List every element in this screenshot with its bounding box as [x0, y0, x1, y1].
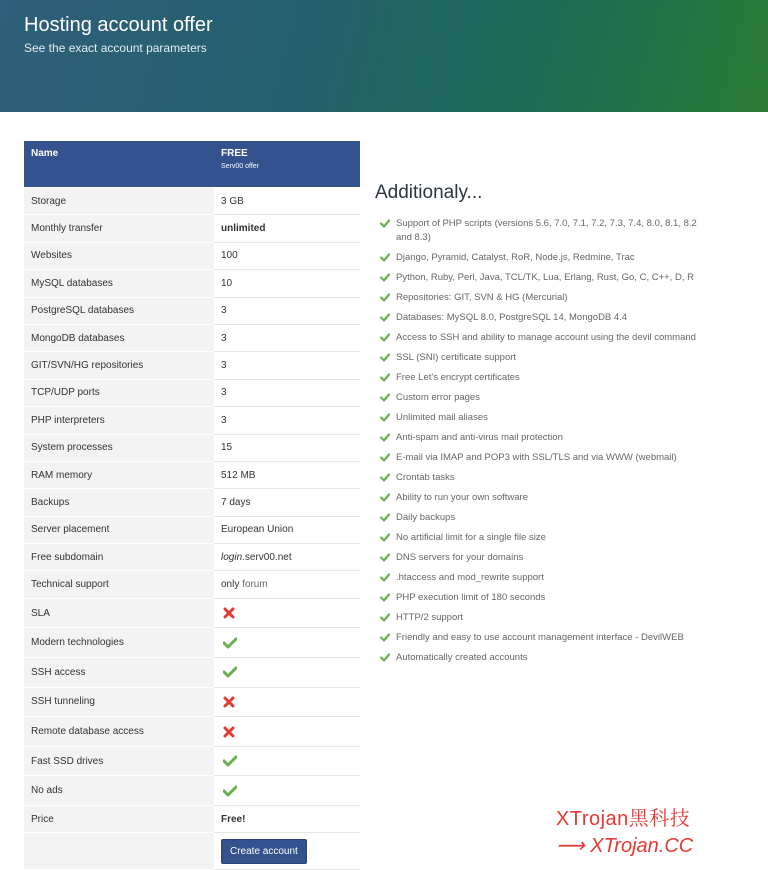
feature-text: Repositories: GIT, SVN & HG (Mercurial) [396, 292, 568, 303]
row-label: Price [24, 806, 214, 833]
row-label: System processes [24, 434, 214, 461]
list-item [375, 511, 715, 525]
feature-text: Support of PHP scripts (versions 5.6, 7.0, 7.1, 7.2, 7.3, 7.4, 8.0, 8.1, 8.2 and 8.3) [396, 218, 697, 243]
arrow-right-icon: ⟶ [556, 835, 591, 857]
table-row [24, 352, 360, 379]
row-label: Websites [24, 242, 214, 269]
list-item [375, 531, 715, 545]
list-item [375, 271, 715, 285]
row-value [214, 687, 360, 717]
check-icon [380, 313, 390, 327]
feature-text: HTTP/2 support [396, 612, 464, 623]
forum-link[interactable]: forum [242, 579, 268, 591]
table-header-row [24, 141, 360, 188]
row-value [214, 628, 360, 658]
row-label: GIT/SVN/HG repositories [24, 352, 214, 379]
check-icon [380, 533, 390, 547]
row-label: Backups [24, 489, 214, 516]
list-item [375, 431, 715, 445]
table-row [24, 461, 360, 488]
cross-icon [221, 607, 353, 619]
check-icon [380, 333, 390, 347]
table-row [24, 407, 360, 434]
feature-text: Access to SSH and ability to manage account using the devil command [396, 332, 696, 343]
check-icon [380, 353, 390, 367]
support-prefix: only [221, 579, 240, 591]
list-item [375, 591, 715, 605]
plan-name: FREE [221, 148, 248, 159]
value-text: unlimited [221, 223, 266, 235]
row-value [214, 544, 360, 571]
cross-icon [221, 696, 353, 708]
feature-text: Python, Ruby, Perl, Java, TCL/TK, Lua, Erlang, Rust, Go, C, C++, D, R [396, 272, 694, 283]
row-label: Technical support [24, 571, 214, 598]
feature-text: DNS servers for your domains [396, 552, 524, 563]
value-text: 3 [221, 305, 227, 317]
table-row [24, 717, 360, 747]
table-row [24, 215, 360, 242]
feature-text: Crontab tasks [396, 472, 455, 483]
row-label: Modern technologies [24, 628, 214, 658]
row-label: MongoDB databases [24, 324, 214, 351]
table-row [24, 806, 360, 833]
list-item [375, 551, 715, 565]
list-item [375, 217, 715, 245]
row-label: Monthly transfer [24, 215, 214, 242]
feature-text: No artificial limit for a single file size [396, 532, 546, 543]
list-item [375, 351, 715, 365]
table-row [24, 776, 360, 806]
row-value [214, 598, 360, 628]
table-row [24, 687, 360, 717]
list-item [375, 391, 715, 405]
row-value [214, 188, 360, 215]
row-value [214, 434, 360, 461]
table-row [24, 571, 360, 598]
feature-text: Friendly and easy to use account management interface - DevilWEB [396, 632, 684, 643]
feature-text: Databases: MySQL 8.0, PostgreSQL 14, MongoDB 4.4 [396, 312, 628, 323]
check-icon [380, 573, 390, 587]
feature-text: .htaccess and mod_rewrite support [396, 572, 544, 583]
check-icon [380, 553, 390, 567]
row-label: Fast SSD drives [24, 746, 214, 776]
check-icon [380, 433, 390, 447]
empty-cell [24, 833, 214, 870]
list-item [375, 311, 715, 325]
value-text: 3 [221, 414, 227, 426]
check-icon [380, 373, 390, 387]
row-label: Storage [24, 188, 214, 215]
row-value [214, 352, 360, 379]
watermark-text: XTrojan黑科技 [556, 808, 691, 830]
table-row [24, 598, 360, 628]
value-text: 3 [221, 387, 227, 399]
feature-text: Ability to run your own software [396, 492, 529, 503]
row-label: Server placement [24, 516, 214, 543]
feature-text: Anti-spam and anti-virus mail protection [396, 432, 563, 443]
table-row [24, 544, 360, 571]
table-row [24, 188, 360, 215]
table-row [24, 516, 360, 543]
list-item [375, 611, 715, 625]
row-value [214, 717, 360, 747]
check-icon [380, 653, 390, 667]
list-item [375, 571, 715, 585]
table-row [24, 324, 360, 351]
page-title: Hosting account offer [24, 14, 213, 36]
check-icon [221, 785, 353, 797]
table-row [24, 379, 360, 406]
feature-text: Daily backups [396, 512, 456, 523]
row-value [214, 806, 360, 833]
feature-text: PHP execution limit of 180 seconds [396, 592, 546, 603]
feature-text: Django, Pyramid, Catalyst, RoR, Node.js, Redmine, Trac [396, 252, 635, 263]
plan-subtitle: Serv00 offer [221, 163, 260, 170]
row-label: SSH tunneling [24, 687, 214, 717]
feature-text: Free Let's encrypt certificates [396, 372, 520, 383]
value-text: 512 MB [221, 469, 256, 481]
value-text: Free! [221, 813, 246, 825]
row-label: PHP interpreters [24, 407, 214, 434]
feature-text: Automatically created accounts [396, 652, 528, 663]
table-row [24, 297, 360, 324]
check-icon [221, 755, 353, 767]
list-item [375, 331, 715, 345]
row-value [214, 379, 360, 406]
row-value [214, 297, 360, 324]
row-label: No ads [24, 776, 214, 806]
list-item [375, 471, 715, 485]
check-icon [380, 593, 390, 607]
check-icon [380, 513, 390, 527]
check-icon [380, 613, 390, 627]
row-value [214, 270, 360, 297]
check-icon [380, 293, 390, 307]
check-icon [380, 273, 390, 287]
check-icon [221, 666, 353, 678]
subdomain-login: login [221, 551, 243, 563]
feature-text: SSL (SNI) certificate support [396, 352, 517, 363]
row-value [214, 215, 360, 242]
value-text: 3 [221, 360, 227, 372]
value-text: .serv00.net [242, 551, 292, 563]
row-value [214, 489, 360, 516]
row-label: SLA [24, 598, 214, 628]
cross-icon [221, 726, 353, 738]
page-subtitle: See the exact account parameters [24, 41, 207, 55]
additional-title: Additionaly... [375, 182, 483, 203]
table-row [24, 746, 360, 776]
row-value [214, 516, 360, 543]
list-item [375, 411, 715, 425]
features-list [375, 217, 715, 665]
list-item [375, 451, 715, 465]
list-item [375, 631, 715, 645]
value-text: 15 [221, 442, 233, 454]
list-item [375, 371, 715, 385]
row-label: PostgreSQL databases [24, 297, 214, 324]
table-row [24, 833, 360, 870]
row-label: RAM memory [24, 461, 214, 488]
row-label: Free subdomain [24, 544, 214, 571]
row-value [214, 407, 360, 434]
row-value [214, 324, 360, 351]
row-label: TCP/UDP ports [24, 379, 214, 406]
row-label: Remote database access [24, 717, 214, 747]
check-icon [380, 219, 390, 233]
page-header [0, 0, 768, 112]
check-icon [380, 493, 390, 507]
additional-features [375, 182, 715, 671]
row-value [214, 461, 360, 488]
feature-text: E-mail via IMAP and POP3 with SSL/TLS and via WWW (webmail) [396, 452, 677, 463]
value-text: 10 [221, 277, 233, 289]
column-name-header: Name [24, 141, 214, 188]
feature-text: Custom error pages [396, 392, 480, 403]
row-value [214, 242, 360, 269]
feature-text: Unlimited mail aliases [396, 412, 488, 423]
list-item [375, 651, 715, 665]
create-account-button[interactable]: Create account [221, 839, 307, 864]
column-plan-header [214, 141, 360, 188]
row-value [214, 571, 360, 598]
table-row [24, 242, 360, 269]
row-label: MySQL databases [24, 270, 214, 297]
check-icon [380, 253, 390, 267]
list-item [375, 251, 715, 265]
check-icon [221, 637, 353, 649]
table-row [24, 434, 360, 461]
table-row [24, 489, 360, 516]
offer-table [24, 141, 360, 870]
table-row [24, 270, 360, 297]
table-row [24, 658, 360, 688]
watermark-url: ⟶ XTrojan.CC [556, 835, 694, 857]
value-text: 100 [221, 250, 238, 262]
check-icon [380, 393, 390, 407]
value-text: 3 [221, 332, 227, 344]
table-row [24, 628, 360, 658]
row-value [214, 746, 360, 776]
value-text: 7 days [221, 496, 251, 508]
check-icon [380, 633, 390, 647]
check-icon [380, 453, 390, 467]
list-item [375, 291, 715, 305]
list-item [375, 491, 715, 505]
value-text: European Union [221, 524, 294, 536]
button-cell [214, 833, 360, 870]
value-text: 3 GB [221, 195, 244, 207]
row-value [214, 658, 360, 688]
check-icon [380, 413, 390, 427]
check-icon [380, 473, 390, 487]
row-value [214, 776, 360, 806]
row-label: SSH access [24, 658, 214, 688]
